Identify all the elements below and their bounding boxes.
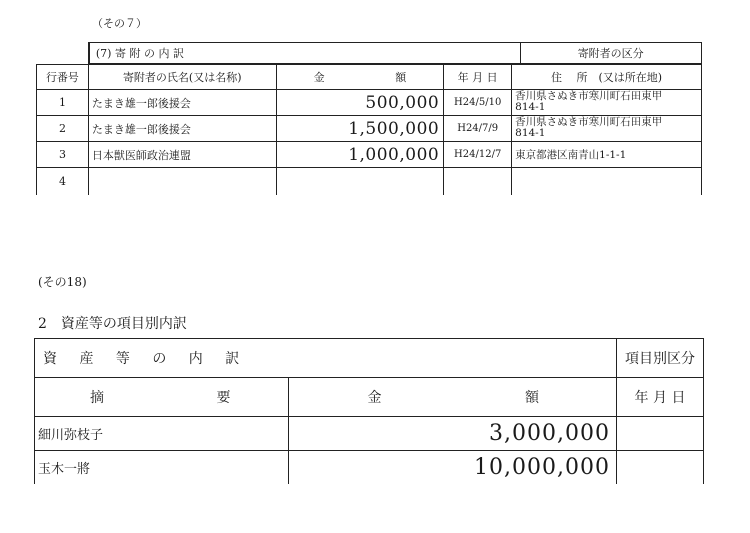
- donor-category-title: 寄附者の区分: [520, 42, 702, 64]
- row-number: 1: [37, 90, 89, 116]
- col-summary: [35, 378, 289, 417]
- assets-breakdown-table: [34, 338, 704, 484]
- part-label-18: (その18): [38, 275, 87, 289]
- donor-name: たまき雄一郎後援会: [88, 90, 276, 116]
- donation-amount: 1,500,000: [276, 116, 444, 142]
- col-amount: [288, 378, 617, 417]
- row-number: 4: [37, 168, 89, 196]
- donation-date: H24/7/9: [444, 116, 512, 142]
- col-address: 住 所 (又は所在地): [512, 65, 702, 90]
- col-donor-name: 寄附者の氏名(又は名称): [88, 65, 276, 90]
- col-date: 年 月 日: [444, 65, 512, 90]
- col-amount-label-2: 額: [525, 390, 540, 406]
- address-line-2: 814-1: [515, 127, 546, 139]
- table-row: [37, 142, 702, 168]
- asset-date: [617, 417, 704, 451]
- donation-amount: [276, 168, 444, 196]
- donation-breakdown-title: (7) 寄 附 の 内 訳: [89, 42, 520, 64]
- donor-name: 日本獣医師政治連盟: [88, 142, 276, 168]
- address-line-1: 香川県さぬき市寒川町石田東甲: [515, 116, 663, 128]
- column-header-row: [35, 378, 704, 417]
- table-header-row: [35, 339, 704, 378]
- item-category-title: 項目別区分: [617, 339, 704, 378]
- col-summary-label-2: 要: [216, 390, 231, 406]
- asset-summary: 玉木一將: [35, 451, 289, 485]
- row-number: 2: [37, 116, 89, 142]
- col-amount-label-2: 額: [395, 71, 407, 84]
- donor-address: [512, 142, 702, 168]
- donor-name: [88, 168, 276, 196]
- donation-date: H24/5/10: [444, 90, 512, 116]
- col-amount-label-1: 金: [367, 390, 382, 406]
- part-label-7: （その７）: [92, 17, 147, 30]
- donor-address: [512, 116, 702, 142]
- donation-amount: 1,000,000: [276, 142, 444, 168]
- address-line-1: 香川県さぬき市寒川町石田東甲: [515, 90, 663, 102]
- donor-name: たまき雄一郎後援会: [88, 116, 276, 142]
- table-row: [37, 90, 702, 116]
- address-line-2: 814-1: [515, 101, 546, 113]
- donor-address: [512, 168, 702, 196]
- col-date: 年 月 日: [617, 378, 704, 417]
- donation-amount: 500,000: [276, 90, 444, 116]
- donor-address: [512, 90, 702, 116]
- donation-date: H24/12/7: [444, 142, 512, 168]
- asset-amount: 3,000,000: [288, 417, 617, 451]
- col-summary-label-1: 摘: [90, 390, 104, 406]
- column-header-row: [37, 65, 702, 90]
- donation-breakdown-table: [36, 42, 702, 195]
- section-heading: 2 資産等の項目別内訳: [38, 316, 187, 332]
- table-row: [35, 451, 704, 485]
- col-amount: [276, 65, 444, 90]
- table-row: [35, 417, 704, 451]
- table-row: [37, 116, 702, 142]
- col-amount-label-1: 金: [313, 71, 325, 84]
- row-number: 3: [37, 142, 89, 168]
- donation-date: [444, 168, 512, 196]
- table-row: [37, 168, 702, 196]
- asset-date: [617, 451, 704, 485]
- assets-breakdown-title: 資 産 等 の 内 訳: [35, 339, 617, 378]
- asset-summary: 細川弥枝子: [35, 417, 289, 451]
- table-header-row: [37, 42, 702, 65]
- asset-amount: 10,000,000: [288, 451, 617, 485]
- address-line-1: 東京都港区南青山1-1-1: [515, 148, 627, 161]
- col-row-number: 行番号: [37, 65, 89, 90]
